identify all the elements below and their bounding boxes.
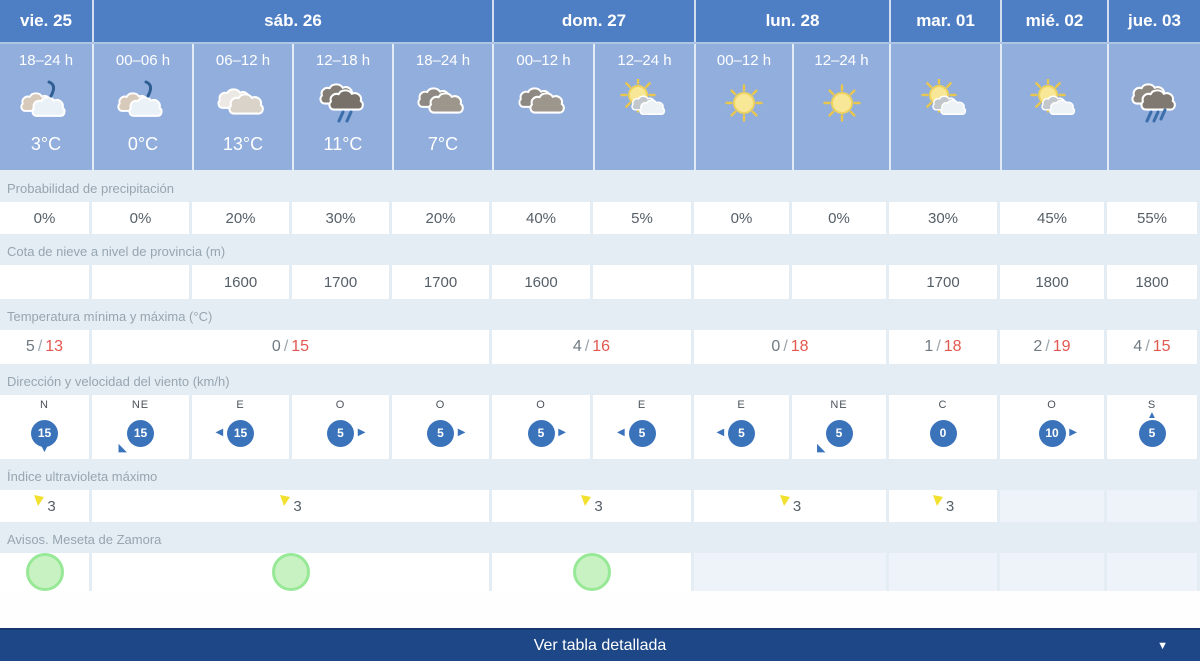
temp-min: 0 [771,338,781,355]
uv-index-cell [92,490,492,522]
wind-direction: NE [830,399,848,411]
section-precipitation [0,176,1200,234]
snow-level-value-cell: 1800 [1107,265,1200,299]
wind-cell [0,395,92,459]
wind-arrow-right-icon: ▶ [457,427,466,438]
temperature-min-max-cell: 0 / 15 [92,330,492,364]
show-detailed-table-button[interactable] [0,628,1200,661]
temp-min: 1 [924,338,934,355]
day-header-row [0,0,1200,44]
wind-direction: E [737,399,746,411]
wind-arrow-right-icon: ▶ [357,427,366,438]
wind-arrow-down-left-icon: ◣ [118,442,127,454]
clouds-light-icon [213,76,273,130]
period-cell [92,44,192,170]
period-hours: 00–12 h [716,52,772,69]
wind-direction: E [236,399,245,411]
snow-level-value-cell: 1700 [889,265,1000,299]
wind-speed-badge: 5 [629,420,656,447]
temp-max: 19 [1052,338,1071,355]
warning-cell [0,553,92,591]
wind-cell [92,395,192,459]
temp-max: 15 [1152,338,1171,355]
wind-cell [192,395,292,459]
precipitation-value-cell: 5% [593,202,694,234]
period-cell [0,44,92,170]
temp-min: 0 [271,338,281,355]
uv-value: 3 [945,497,955,515]
wind-direction: E [637,399,647,411]
temperature-min-max-cell: 4 / 16 [492,330,694,364]
precipitation-value-cell: 0% [694,202,792,234]
uv-flag-icon [932,494,944,511]
period-cell [292,44,392,170]
wind-speed-badge: 5 [528,420,555,447]
sunny-icon [714,76,774,130]
wind-cell [392,395,492,459]
day-header-cell: mar. 01 [889,0,1000,42]
period-hours: 00–06 h [115,52,171,69]
wind-cell [792,395,889,459]
uv-value: 3 [293,497,302,515]
period-temp: 13°C [222,134,264,154]
day-header-cell: sáb. 26 [92,0,492,42]
temp-max: 18 [790,338,809,355]
wind-speed-badge: 5 [427,420,454,447]
precipitation-value-cell: 30% [292,202,392,234]
snow-level-value-cell: 1700 [392,265,492,299]
period-cell [792,44,889,170]
wind-arrow-down-icon: ▼ [39,444,50,455]
wind-cell [593,395,694,459]
chevron-down-icon: ▼ [1157,639,1168,652]
green-warning-level-icon [573,553,611,591]
temp-min: 4 [572,338,582,355]
snow-level-value-cell [92,265,192,299]
warning-cell [92,553,492,591]
wind-direction: O [435,399,446,411]
section-warnings [0,527,1200,591]
section-temperature [0,304,1200,364]
uv-value: 3 [792,497,802,515]
wind-speed-badge: 15 [31,420,58,447]
uv-flag-icon [779,494,791,511]
green-warning-level-icon [26,553,64,591]
uv-index-cell [0,490,92,522]
period-hours: 06–12 h [215,52,271,69]
uv-flag-icon [33,494,45,511]
snow-level-value-cell [694,265,792,299]
clouds-grey-icon [514,76,574,130]
wind-cell [694,395,792,459]
period-cell [1107,44,1200,170]
temp-max: 15 [291,338,310,355]
temperature-row [0,330,1200,364]
wind-arrow-left-icon: ◀ [617,427,625,438]
sun-clouds-icon [615,76,675,130]
wind-arrow-up-icon: ▲ [1147,410,1157,421]
period-hours: 12–24 h [814,52,869,69]
period-header-row [0,44,1200,170]
section-snow-level [0,239,1200,299]
row-label-precipitation: Probabilidad de precipitación [7,181,174,196]
day-header-cell: lun. 28 [694,0,889,42]
row-label-warnings: Avisos. Meseta de Zamora [7,532,162,547]
wind-cell [1000,395,1107,459]
uv-index-cell [694,490,889,522]
period-hours: 12–24 h [617,52,672,69]
sunny-icon [812,76,872,130]
precipitation-value-cell: 0% [792,202,889,234]
uv-index-cell [492,490,694,522]
row-label-temperature: Temperatura mínima y máxima (°C) [7,309,213,324]
green-warning-level-icon [272,553,310,591]
wind-cell [492,395,593,459]
period-hours: 00–12 h [516,52,571,69]
precipitation-value-cell: 20% [392,202,492,234]
day-header-cell: vie. 25 [20,11,72,30]
bottom-spacer [0,591,1200,628]
warning-empty-cell [694,553,889,591]
period-cell [192,44,292,170]
wind-speed-badge: 15 [127,420,154,447]
temp-min: 5 [25,338,35,355]
period-cell [1000,44,1107,170]
uv-flag-icon [279,494,291,511]
wind-speed-badge: 10 [1039,420,1066,447]
period-hours: 18–24 h [18,52,74,69]
precipitation-value-cell: 55% [1107,202,1200,234]
wind-speed-badge: 15 [227,420,254,447]
snow-level-value-cell [593,265,694,299]
wind-cell [1107,395,1200,459]
row-label-snow-level: Cota de nieve a nivel de provincia (m) [7,244,226,259]
wind-speed-badge: 5 [728,420,755,447]
snow-level-value-cell [0,265,92,299]
uv-value: 3 [594,497,603,515]
cloud-drizzle-icon [113,76,173,130]
period-cell [492,44,593,170]
snow-level-value-cell: 1600 [492,265,593,299]
period-temp: 0°C [127,134,159,154]
temperature-min-max-cell: 2 / 19 [1000,330,1107,364]
warning-empty-cell [1000,553,1107,591]
uv-index-empty-cell [1000,490,1107,522]
sun-clouds-icon [1025,76,1085,130]
wind-direction: O [536,399,546,411]
sun-clouds-icon [916,76,976,130]
precipitation-value-cell: 45% [1000,202,1107,234]
wind-row [0,395,1200,459]
wind-cell [889,395,1000,459]
precipitation-value-cell: 0% [92,202,192,234]
wind-arrow-right-icon: ▶ [558,427,566,438]
data-rows [0,170,1200,591]
wind-arrow-right-icon: ▶ [1069,427,1077,438]
precipitation-value-cell: 20% [192,202,292,234]
wind-cell [292,395,392,459]
section-wind [0,369,1200,459]
period-temp: 3°C [30,134,62,154]
wind-direction: N [40,399,49,411]
temp-min: 4 [1133,338,1143,355]
period-cell [392,44,492,170]
temp-max: 16 [592,338,611,355]
snow-level-row [0,265,1200,299]
temp-max: 13 [45,338,64,355]
day-header-cell: mié. 02 [1000,0,1107,42]
wind-direction: O [335,399,346,411]
temp-min: 2 [1033,338,1043,355]
wind-speed-badge: 5 [826,420,853,447]
warnings-row [0,553,1200,591]
precipitation-row [0,202,1200,234]
wind-speed-badge: 0 [930,420,957,447]
wind-direction: NE [131,399,150,411]
period-hours: 12–18 h [315,52,371,69]
section-uv [0,464,1200,522]
period-hours: 18–24 h [415,52,471,69]
temp-max: 18 [943,338,962,355]
uv-index-row [0,490,1200,522]
row-label-uv: Índice ultravioleta máximo [7,469,158,484]
snow-level-value-cell: 1800 [1000,265,1107,299]
uv-flag-icon [580,494,592,511]
uv-index-empty-cell [1107,490,1200,522]
uv-value: 3 [47,497,56,515]
day-header-cell: dom. 27 [492,0,694,42]
precipitation-value-cell: 40% [492,202,593,234]
period-temp: 7°C [427,134,459,154]
temperature-min-max-cell: 1 / 18 [889,330,1000,364]
snow-level-value-cell [792,265,889,299]
show-detailed-table-label: Ver tabla detallada [533,636,667,654]
temperature-min-max-cell: 4 / 15 [1107,330,1200,364]
wind-arrow-down-left-icon: ◣ [817,442,826,454]
temperature-min-max-cell: 0 / 18 [694,330,889,364]
row-label-wind: Dirección y velocidad del viento (km/h) [7,374,230,389]
wind-direction: S [1147,399,1157,411]
period-cell [694,44,792,170]
wind-arrow-left-icon: ◀ [215,427,224,438]
snow-level-value-cell: 1700 [292,265,392,299]
uv-index-cell [889,490,1000,522]
precipitation-value-cell: 30% [889,202,1000,234]
warning-empty-cell [889,553,1000,591]
wind-arrow-left-icon: ◀ [716,427,725,438]
clouds-rain-heavy-icon [1125,76,1185,130]
warning-empty-cell [1107,553,1200,591]
day-header-cell: jue. 03 [1107,0,1200,42]
period-temp: 11°C [323,134,363,154]
period-cell [889,44,1000,170]
precipitation-value-cell: 0% [0,202,92,234]
cloud-drizzle-icon [16,76,76,130]
wind-direction: O [1047,399,1057,411]
wind-speed-badge: 5 [1139,420,1166,447]
warning-cell [492,553,694,591]
temperature-min-max-cell: 5 / 13 [0,330,92,364]
clouds-rain-icon [313,76,373,130]
wind-speed-badge: 5 [327,420,354,447]
clouds-grey-icon [413,76,473,130]
snow-level-value-cell: 1600 [192,265,292,299]
period-cell [593,44,694,170]
wind-direction: C [938,399,948,411]
